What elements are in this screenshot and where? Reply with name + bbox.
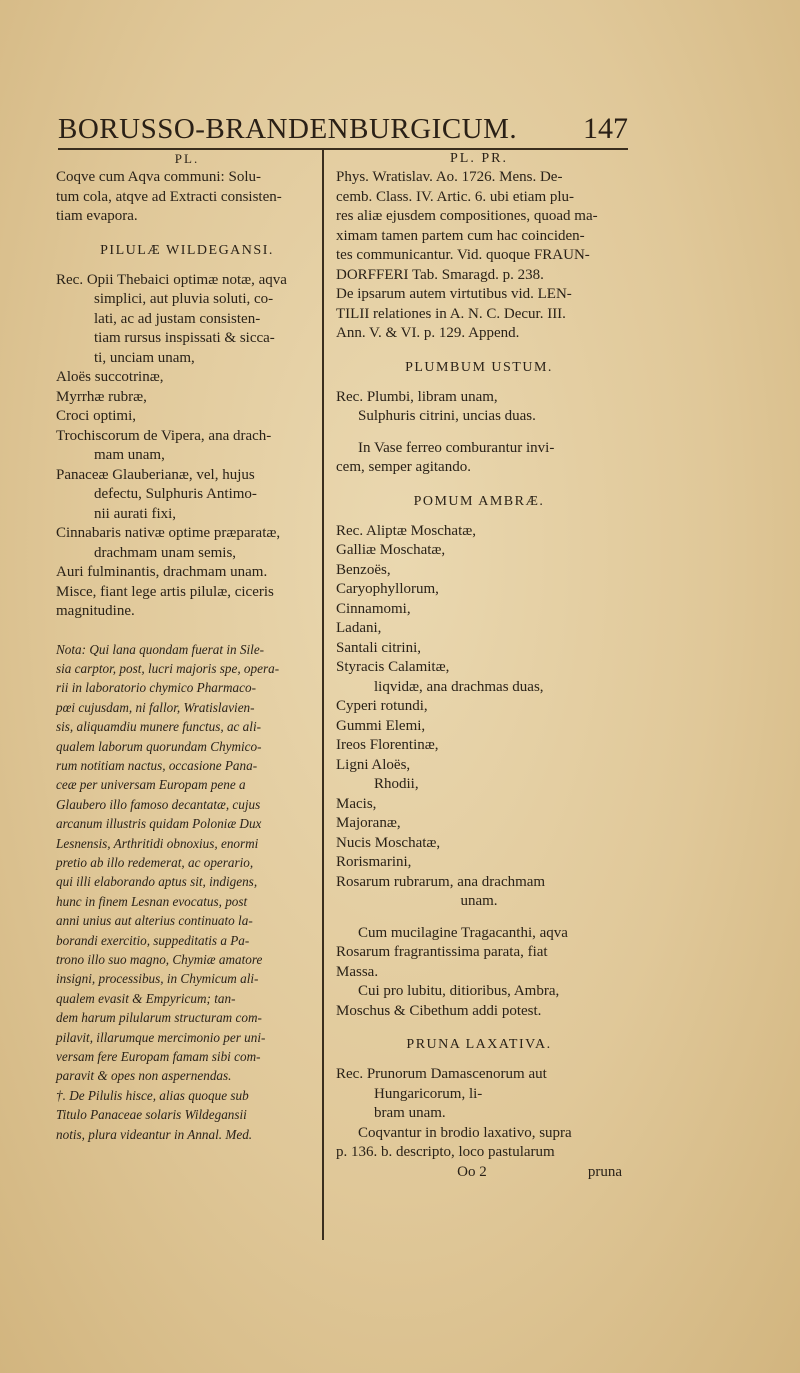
text-line: qualem evasit & Empyricum; tan- <box>56 990 236 1006</box>
text-line: ceæ per universam Europam pene a <box>56 777 246 793</box>
text-line: Hungaricorum, li- <box>374 1085 483 1102</box>
text-line: rii in laboratorio chymico Pharmaco- <box>56 680 256 696</box>
recipe-pilulae <box>56 271 318 622</box>
header-title: BORUSSO-BRANDENBURGICUM. <box>58 113 518 145</box>
text-line: Benzoës, <box>336 561 391 578</box>
running-header <box>58 98 628 150</box>
section-title-plumbum: PLUMBUM USTUM. <box>405 359 553 375</box>
text-line: pretio ab illo redemerat, ac operario, <box>56 854 254 870</box>
text-line: simplici, aut pluvia soluti, co- <box>94 291 274 307</box>
section-title-pilulae: PILULÆ WILDEGANSI. <box>100 242 274 258</box>
text-line: Rec. Plumbi, libram unam, <box>336 388 498 405</box>
text-line: Rec. Aliptæ Moschatæ, <box>336 522 476 539</box>
text-line: pœi cujusdam, ni fallor, Wratislavien- <box>56 699 255 715</box>
text-line: defectu, Sulphuris Antimo- <box>94 486 257 502</box>
text-line: Rec. Prunorum Damascenorum aut <box>336 1066 547 1082</box>
text-line: cemb. Class. IV. Artic. 6. ubi etiam plu- <box>336 188 575 205</box>
column-divider <box>322 150 324 1240</box>
text-line: Moschus & Cibethum addi potest. <box>336 1002 542 1019</box>
text-line: versam fere Europam famam sibi com- <box>56 1049 261 1065</box>
reference-text <box>336 168 622 344</box>
text-line: nii aurati fixi, <box>94 505 177 522</box>
text-line: †. De Pilulis hisce, alias quoque sub <box>56 1087 249 1103</box>
text-line: Aloës succotrinæ, <box>56 369 164 385</box>
text-line: Ligni Aloës, <box>336 756 411 773</box>
text-line: borandi exercitio, suppeditatis a Pa- <box>56 932 250 948</box>
text-line: anni unius aut alterius continuato la- <box>56 913 253 929</box>
text-line: Cui pro lubitu, ditioribus, Ambra, <box>358 983 560 999</box>
text-line: mam unam, <box>94 447 165 463</box>
text-line: Rosarum rubrarum, ana drachmam <box>336 873 546 890</box>
text-line: Rhodii, <box>374 776 419 792</box>
recipe-pomum <box>336 522 622 1022</box>
text-line: pilavit, illarumque mercimonio per uni- <box>56 1029 266 1045</box>
text-line: rum notitiam nactus, occasione Pana- <box>56 757 258 773</box>
catchword: pruna <box>587 1163 622 1180</box>
text-line: Macis, <box>336 795 377 812</box>
text-line: DORFFERI Tab. Smaragd. p. 238. <box>336 266 544 283</box>
spacer <box>336 912 622 924</box>
spacer <box>336 427 622 439</box>
text-line: ti, unciam unam, <box>94 349 195 366</box>
text-line: Glaubero illo famoso decantatæ, cujus <box>56 796 261 812</box>
text-line: tiam evapora. <box>56 208 138 224</box>
text-line: Santali citrini, <box>336 639 421 656</box>
footnote <box>56 1086 318 1144</box>
nota-paragraph <box>56 640 318 1086</box>
text-line: Coqve cum Aqva communi: Solu- <box>56 169 261 185</box>
text-line: Coqvantur in brodio laxativo, supra <box>358 1124 572 1141</box>
text-line: tes communicantur. Vid. quoque FRAUN- <box>336 247 590 263</box>
text-line: Ladani, <box>336 620 382 636</box>
text-line: tiam rursus inspissati & sicca- <box>94 330 275 346</box>
text-line: Nucis Moschatæ, <box>336 834 441 851</box>
text-line: insigni, processibus, in Chymicum ali- <box>56 971 259 987</box>
text-line: bram unam. <box>374 1105 446 1121</box>
text-line: Cyperi rotundi, <box>336 698 428 714</box>
text-line: Croci optimi, <box>56 408 136 424</box>
text-line: drachmam unam semis, <box>94 544 237 561</box>
text-line: In Vase ferreo comburantur invi- <box>358 439 555 456</box>
text-line: ximam tamen partem cum hac coinciden- <box>336 227 585 244</box>
text-line: paravit & opes non aspernendas. <box>56 1068 232 1084</box>
text-line: Cum mucilagine Tragacanthi, aqva <box>358 924 568 941</box>
text-line: sia carptor, post, lucri majoris spe, opera- <box>56 660 280 676</box>
text-line: Cinnabaris nativæ optime præparatæ, <box>56 525 281 541</box>
intro-text <box>56 168 318 227</box>
left-column <box>56 150 318 1144</box>
left-column-label: PL. <box>174 151 200 166</box>
text-line: Majoranæ, <box>336 815 401 831</box>
text-line: trono illo suo magno, Chymiæ amatore <box>56 952 263 967</box>
text-line: sis, aliquamdiu munere functus, ac ali- <box>56 719 261 735</box>
text-line: Sulphuris citrini, uncias duas. <box>358 408 536 424</box>
text-line: magnitudine. <box>56 603 135 619</box>
page-number: 147 <box>583 112 628 145</box>
recipe-pruna <box>336 1065 622 1163</box>
text-line: Rec. Opii Thebaici optimæ notæ, aqva <box>56 271 287 288</box>
text-line: Rorismarini, <box>336 854 412 870</box>
right-column <box>336 150 622 1182</box>
text-line: TILII relationes in A. N. C. Decur. III. <box>336 305 566 322</box>
text-line: Galliæ Moschatæ, <box>336 542 446 558</box>
recipe-plumbum <box>336 388 622 478</box>
section-title-pruna: PRUNA LAXATIVA. <box>406 1037 552 1052</box>
text-line: hunc in finem Lesnan evocatus, post <box>56 893 248 909</box>
text-line: Rosarum fragrantissima parata, fiat <box>336 944 548 960</box>
text-line: Styracis Calamitæ, <box>336 659 450 675</box>
text-line: cem, semper agitando. <box>336 459 471 475</box>
text-line: Misce, fiant lege artis pilulæ, ciceris <box>56 583 274 600</box>
text-line: Nota: Qui lana quondam fuerat in Sile- <box>56 641 265 657</box>
page-footer <box>336 1163 622 1183</box>
text-line: lati, ac ad justam consisten- <box>94 310 261 327</box>
section-title-pomum: POMUM AMBRÆ. <box>413 493 545 509</box>
text-line: Ireos Florentinæ, <box>336 737 439 753</box>
text-line: De ipsarum autem virtutibus vid. LEN- <box>336 286 572 302</box>
text-line: Panaceæ Glauberianæ, vel, hujus <box>56 466 255 483</box>
text-line: Gummi Elemi, <box>336 717 426 734</box>
text-line: Caryophyllorum, <box>336 581 439 597</box>
right-column-label: PL. PR. <box>450 151 508 166</box>
text-line: Cinnamomi, <box>336 600 411 617</box>
text-line: tum cola, atqve ad Extracti consisten- <box>56 188 282 205</box>
text-line: p. 136. b. descripto, loco pastularum <box>336 1144 555 1160</box>
text-line: Trochiscorum de Vipera, ana drach- <box>56 427 272 444</box>
signature-mark: Oo 2 <box>457 1163 487 1180</box>
text-line: arcanum illustris quidam Poloniæ Dux <box>56 816 262 832</box>
text-line: qui illi elaborando aptus sit, indigens, <box>56 874 258 890</box>
text-line: liqvidæ, ana drachmas duas, <box>374 678 544 695</box>
text-line: Myrrhæ rubræ, <box>56 388 147 405</box>
text-line: notis, plura videantur in Annal. Med. <box>56 1126 253 1142</box>
text-line: unam. <box>460 893 498 909</box>
text-line: dem harum pilularum structuram com- <box>56 1010 262 1026</box>
text-line: Lesnensis, Arthritidi obnoxius, enormi <box>56 835 259 851</box>
text-line: Ann. V. & VI. p. 129. Append. <box>336 325 520 341</box>
text-line: Titulo Panaceae solaris Wildegansii <box>56 1107 247 1123</box>
text-line: Auri fulminantis, drachmam unam. <box>56 564 268 580</box>
text-line: Phys. Wratislav. Ao. 1726. Mens. De- <box>336 169 563 185</box>
text-line: qualem laborum quorundam Chymico- <box>56 738 262 754</box>
text-line: res aliæ ejusdem compositiones, quoad ma- <box>336 208 598 224</box>
text-line: Massa. <box>336 963 379 980</box>
